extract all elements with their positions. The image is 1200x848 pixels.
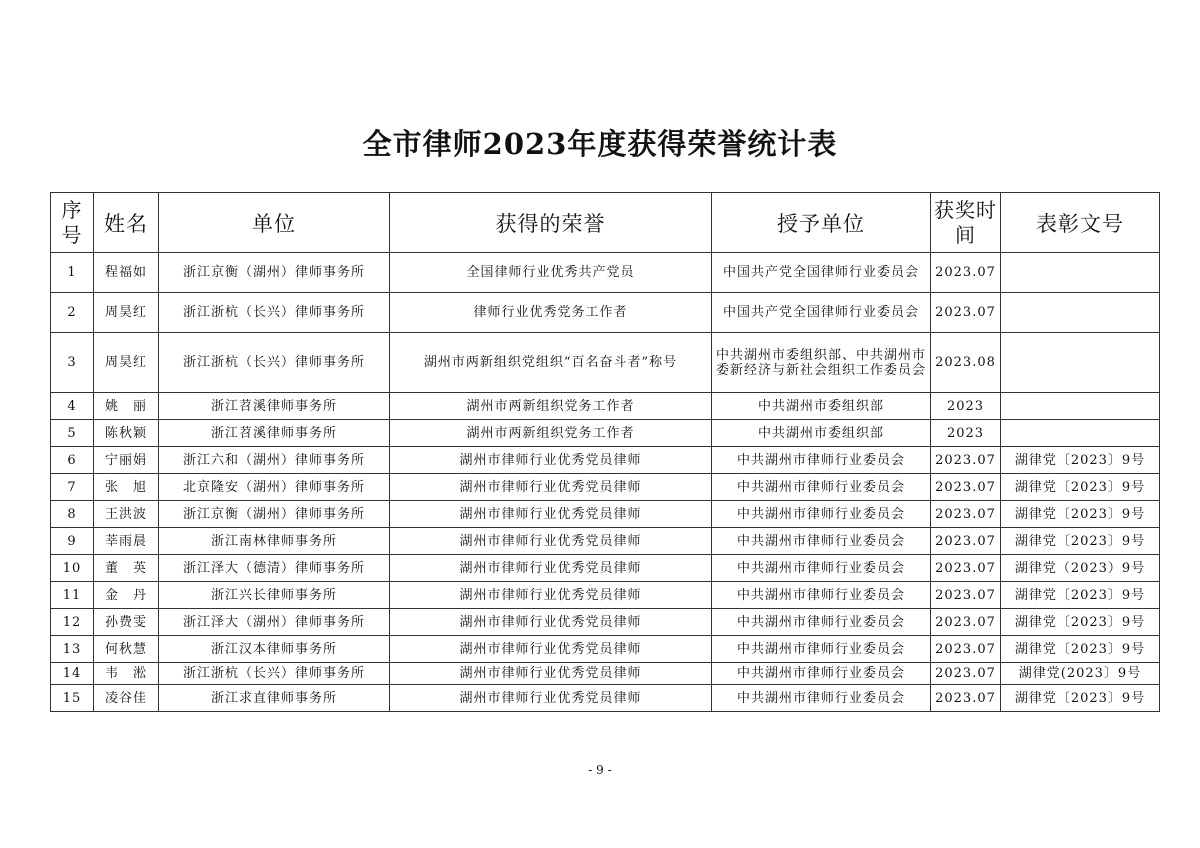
cell-time: 2023.07	[931, 528, 1001, 555]
table-row	[51, 555, 1160, 582]
cell-time: 2023.07	[931, 555, 1001, 582]
cell-unit: 浙江南林律师事务所	[159, 528, 390, 555]
cell-name: 金 丹	[94, 582, 159, 609]
cell-honor: 律师行业优秀党务工作者	[390, 293, 712, 333]
cell-seq: 4	[51, 393, 94, 420]
header-time: 获奖时间	[931, 193, 1001, 253]
cell-unit: 浙江京衡（湖州）律师事务所	[159, 501, 390, 528]
cell-unit: 浙江兴长律师事务所	[159, 582, 390, 609]
cell-seq: 7	[51, 474, 94, 501]
cell-honor: 湖州市律师行业优秀党员律师	[390, 501, 712, 528]
table-row	[51, 663, 1160, 685]
cell-grantor: 中共湖州市律师行业委员会	[712, 501, 931, 528]
cell-seq: 3	[51, 333, 94, 393]
header-grantor: 授予单位	[712, 193, 931, 253]
cell-doc: 湖律党〔2023〕9号	[1001, 582, 1160, 609]
cell-time: 2023.07	[931, 293, 1001, 333]
cell-grantor: 中共湖州市委组织部	[712, 420, 931, 447]
cell-doc: 湖律党〔2023〕9号	[1001, 528, 1160, 555]
cell-unit: 浙江苕溪律师事务所	[159, 420, 390, 447]
table-row	[51, 528, 1160, 555]
cell-name: 凌谷佳	[94, 685, 159, 712]
cell-grantor: 中共湖州市律师行业委员会	[712, 609, 931, 636]
cell-time: 2023.07	[931, 636, 1001, 663]
cell-grantor: 中共湖州市委组织部	[712, 393, 931, 420]
cell-name: 姚 丽	[94, 393, 159, 420]
table-row	[51, 582, 1160, 609]
header-unit: 单位	[159, 193, 390, 253]
cell-honor: 湖州市律师行业优秀党员律师	[390, 609, 712, 636]
cell-doc: 湖律党〔2023〕9号	[1001, 501, 1160, 528]
cell-honor: 湖州市律师行业优秀党员律师	[390, 555, 712, 582]
cell-time: 2023.08	[931, 333, 1001, 393]
cell-doc	[1001, 253, 1160, 293]
cell-grantor: 中共湖州市律师行业委员会	[712, 474, 931, 501]
cell-doc	[1001, 333, 1160, 393]
cell-honor: 湖州市律师行业优秀党员律师	[390, 636, 712, 663]
cell-name: 韦 淞	[94, 663, 159, 685]
header-seq: 序号	[51, 193, 94, 253]
cell-name: 程福如	[94, 253, 159, 293]
cell-grantor: 中共湖州市律师行业委员会	[712, 663, 931, 685]
cell-name: 何秋慧	[94, 636, 159, 663]
cell-doc: 湖律党〔2023〕9号	[1001, 685, 1160, 712]
header-name: 姓名	[94, 193, 159, 253]
cell-name: 王洪波	[94, 501, 159, 528]
cell-time: 2023.07	[931, 474, 1001, 501]
document-title: 全市律师2023年度获得荣誉统计表	[362, 127, 838, 161]
table-row	[51, 393, 1160, 420]
cell-time: 2023.07	[931, 663, 1001, 685]
table-row	[51, 636, 1160, 663]
cell-seq: 9	[51, 528, 94, 555]
cell-unit: 浙江泽大（湖州）律师事务所	[159, 609, 390, 636]
honors-table	[50, 192, 1160, 712]
cell-name: 周昊红	[94, 293, 159, 333]
cell-unit: 浙江浙杭（长兴）律师事务所	[159, 663, 390, 685]
cell-name: 陈秋颖	[94, 420, 159, 447]
cell-name: 莘雨晨	[94, 528, 159, 555]
cell-unit: 浙江苕溪律师事务所	[159, 393, 390, 420]
cell-honor: 湖州市律师行业优秀党员律师	[390, 685, 712, 712]
cell-grantor: 中国共产党全国律师行业委员会	[712, 253, 931, 293]
cell-unit: 浙江浙杭（长兴）律师事务所	[159, 293, 390, 333]
cell-honor: 湖州市两新组织党组织“百名奋斗者”称号	[390, 333, 712, 393]
cell-doc: 湖律党（2023）9号	[1001, 555, 1160, 582]
cell-seq: 15	[51, 685, 94, 712]
cell-name: 宁丽娟	[94, 447, 159, 474]
header-doc: 表彰文号	[1001, 193, 1160, 253]
cell-grantor: 中共湖州市律师行业委员会	[712, 685, 931, 712]
cell-time: 2023.07	[931, 685, 1001, 712]
cell-unit: 北京隆安（湖州）律师事务所	[159, 474, 390, 501]
cell-grantor: 中共湖州市律师行业委员会	[712, 447, 931, 474]
cell-doc	[1001, 420, 1160, 447]
cell-unit: 浙江汉本律师事务所	[159, 636, 390, 663]
cell-honor: 湖州市律师行业优秀党员律师	[390, 447, 712, 474]
cell-grantor: 中共湖州市律师行业委员会	[712, 636, 931, 663]
cell-seq: 10	[51, 555, 94, 582]
table-header-row	[51, 193, 1160, 253]
table-row	[51, 609, 1160, 636]
cell-unit: 浙江泽大（德清）律师事务所	[159, 555, 390, 582]
cell-doc: 湖律党〔2023〕9号	[1001, 609, 1160, 636]
cell-grantor: 中国共产党全国律师行业委员会	[712, 293, 931, 333]
cell-name: 孙费雯	[94, 609, 159, 636]
cell-doc: 湖律党(2023〕9号	[1001, 663, 1160, 685]
cell-doc	[1001, 393, 1160, 420]
cell-seq: 13	[51, 636, 94, 663]
cell-unit: 浙江求直律师事务所	[159, 685, 390, 712]
cell-grantor: 中共湖州市律师行业委员会	[712, 555, 931, 582]
table-row	[51, 293, 1160, 333]
cell-time: 2023.07	[931, 447, 1001, 474]
cell-unit: 浙江浙杭（长兴）律师事务所	[159, 333, 390, 393]
cell-seq: 12	[51, 609, 94, 636]
cell-seq: 1	[51, 253, 94, 293]
cell-name: 张 旭	[94, 474, 159, 501]
cell-seq: 5	[51, 420, 94, 447]
cell-unit: 浙江京衡（湖州）律师事务所	[159, 253, 390, 293]
table-row	[51, 685, 1160, 712]
cell-honor: 湖州市律师行业优秀党员律师	[390, 663, 712, 685]
cell-grantor: 中共湖州市律师行业委员会	[712, 528, 931, 555]
table-row	[51, 253, 1160, 293]
table-row	[51, 501, 1160, 528]
cell-honor: 湖州市律师行业优秀党员律师	[390, 528, 712, 555]
cell-time: 2023	[931, 393, 1001, 420]
cell-name: 董 英	[94, 555, 159, 582]
cell-honor: 全国律师行业优秀共产党员	[390, 253, 712, 293]
cell-doc: 湖律党〔2023〕9号	[1001, 447, 1160, 474]
cell-honor: 湖州市两新组织党务工作者	[390, 420, 712, 447]
cell-time: 2023.07	[931, 582, 1001, 609]
cell-grantor: 中共湖州市委组织部、中共湖州市委新经济与新社会组织工作委员会	[712, 333, 931, 393]
cell-seq: 8	[51, 501, 94, 528]
table-row	[51, 333, 1160, 393]
cell-honor: 湖州市两新组织党务工作者	[390, 393, 712, 420]
cell-seq: 11	[51, 582, 94, 609]
cell-doc: 湖律党〔2023〕9号	[1001, 474, 1160, 501]
table-row	[51, 420, 1160, 447]
cell-name: 周昊红	[94, 333, 159, 393]
table-row	[51, 474, 1160, 501]
cell-time: 2023	[931, 420, 1001, 447]
cell-honor: 湖州市律师行业优秀党员律师	[390, 474, 712, 501]
table-row	[51, 447, 1160, 474]
page-number: - 9 -	[588, 763, 612, 777]
cell-doc: 湖律党〔2023〕9号	[1001, 636, 1160, 663]
cell-seq: 6	[51, 447, 94, 474]
cell-unit: 浙江六和（湖州）律师事务所	[159, 447, 390, 474]
cell-grantor: 中共湖州市律师行业委员会	[712, 582, 931, 609]
cell-time: 2023.07	[931, 253, 1001, 293]
cell-time: 2023.07	[931, 501, 1001, 528]
header-honor: 获得的荣誉	[390, 193, 712, 253]
cell-seq: 2	[51, 293, 94, 333]
cell-doc	[1001, 293, 1160, 333]
cell-honor: 湖州市律师行业优秀党员律师	[390, 582, 712, 609]
cell-seq: 14	[51, 663, 94, 685]
cell-time: 2023.07	[931, 609, 1001, 636]
